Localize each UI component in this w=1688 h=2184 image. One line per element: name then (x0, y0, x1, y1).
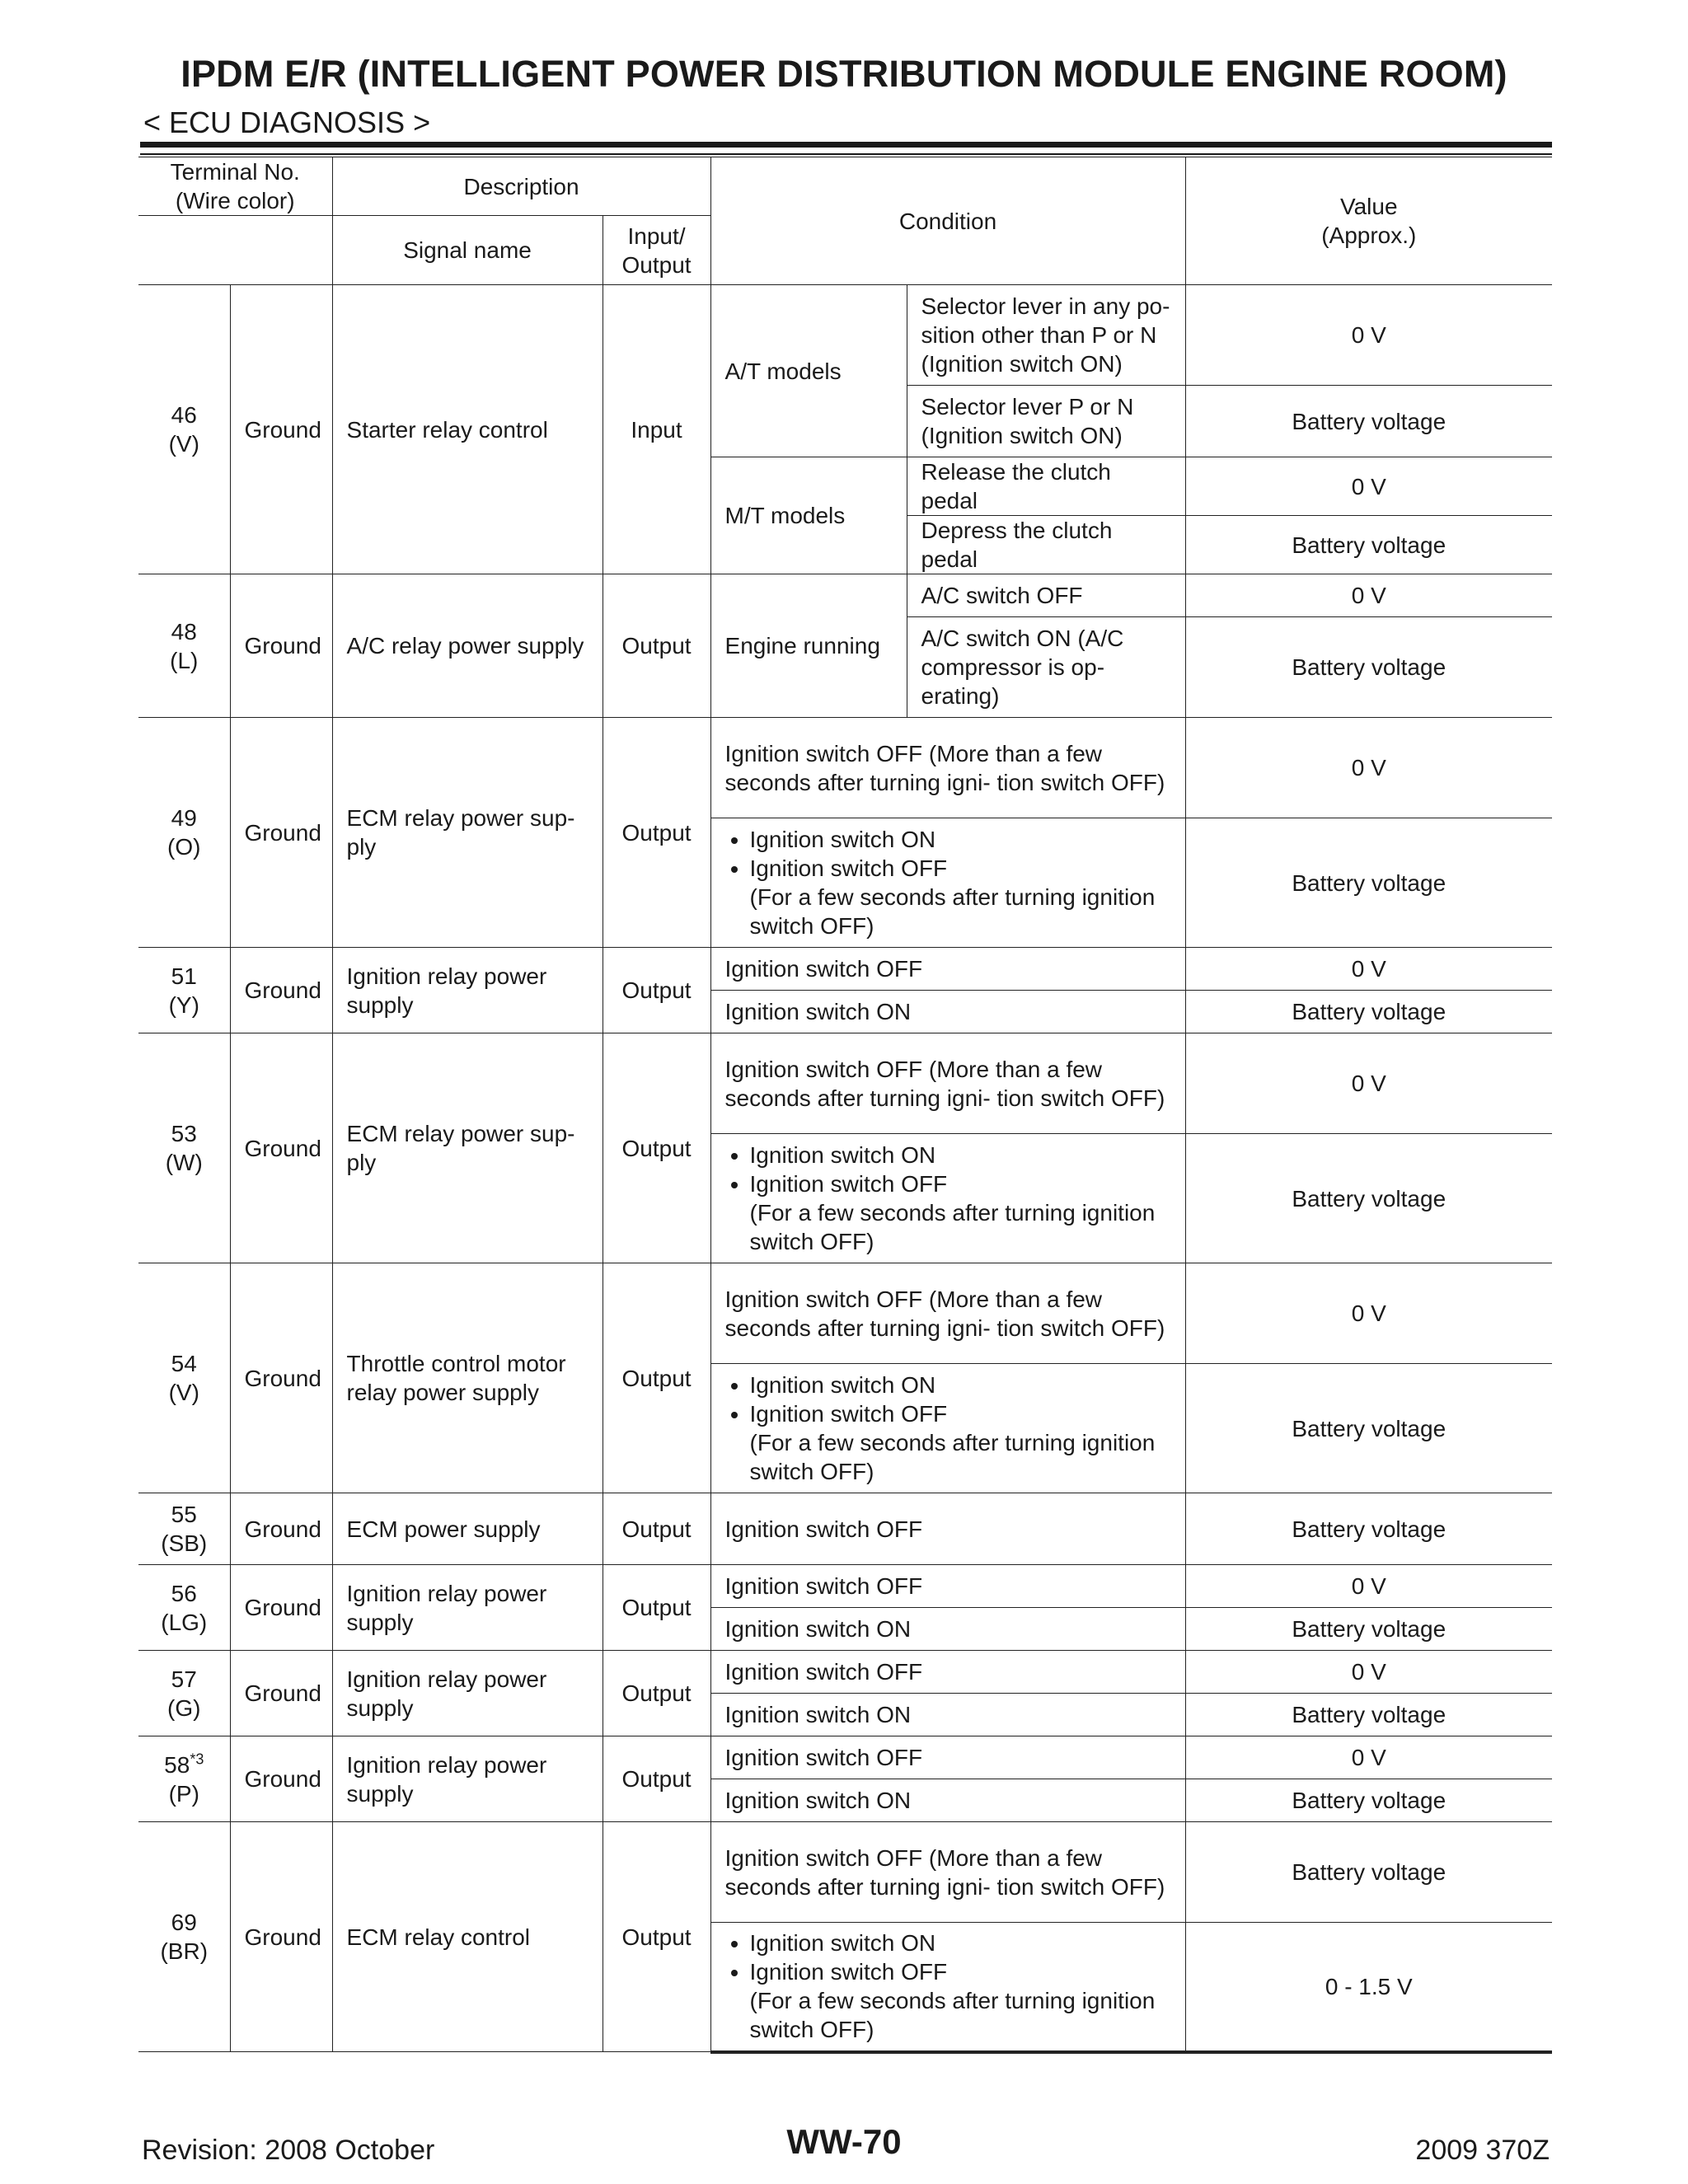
list-item: • Ignition switch OFF (For a few seconds after turning ignition switch OFF) (750, 1399, 1171, 1486)
list-item: • Ignition switch OFF (For a few seconds after turning ignition switch OFF) (750, 1169, 1171, 1256)
condition-group-cell: A/T models (710, 285, 907, 457)
condition-cell: Ignition switch OFF (More than a few seconds after turning igni- tion switch OFF) (710, 1822, 1185, 1923)
value-cell: 0 V (1185, 948, 1552, 991)
value-cell: Battery voltage (1185, 818, 1552, 948)
list-item: • Ignition switch ON (750, 1929, 1171, 1957)
ground-cell: Ground (230, 1736, 332, 1822)
condition-bullet-list (725, 1141, 1171, 1256)
value-cell: 0 V (1185, 574, 1552, 617)
ground-cell: Ground (230, 1263, 332, 1493)
value-cell: Battery voltage (1185, 1822, 1552, 1923)
condition-cell (710, 1364, 1185, 1493)
signal-name-cell: Ignition relay power supply (332, 1651, 603, 1736)
table-row (138, 285, 1552, 386)
table-row (138, 574, 1552, 617)
value-cell: Battery voltage (1185, 991, 1552, 1033)
io-cell: Output (603, 1736, 710, 1822)
condition-cell: Ignition switch OFF (710, 1565, 1185, 1608)
terminal-cell: 51 (Y) (138, 948, 230, 1033)
signal-name-cell: Ignition relay power supply (332, 1565, 603, 1651)
signal-name-cell: Ignition relay power supply (332, 1736, 603, 1822)
page-number: WW-70 (786, 2122, 902, 2161)
value-cell: 0 V (1185, 285, 1552, 386)
io-cell: Output (603, 574, 710, 718)
table-row (138, 1651, 1552, 1694)
footnote-marker: *3 (190, 1750, 204, 1768)
condition-cell: Ignition switch OFF (More than a few seconds after turning igni- tion switch OFF) (710, 718, 1185, 818)
revision-label: Revision: 2008 October (142, 2135, 435, 2166)
value-cell: 0 V (1185, 457, 1552, 516)
condition-bullet-list (725, 1929, 1171, 2044)
header-rule-thin (140, 153, 1552, 155)
ground-cell: Ground (230, 1565, 332, 1651)
io-cell: Output (603, 1565, 710, 1651)
condition-cell: Ignition switch ON (710, 1779, 1185, 1822)
terminal-cell: 55 (SB) (138, 1493, 230, 1565)
header-terminal-no: Terminal No. (Wire color) (138, 157, 332, 216)
condition-cell: Ignition switch OFF (710, 948, 1185, 991)
terminal-cell: 58$^{*3}$ (P) (138, 1736, 230, 1822)
signal-name-cell: ECM relay power sup- ply (332, 718, 603, 948)
list-item: • Ignition switch OFF (For a few seconds after turning ignition switch OFF) (750, 854, 1171, 940)
header-rule-thick (140, 142, 1552, 148)
table-header (138, 157, 1552, 285)
terminal-cell: 48 (L) (138, 574, 230, 718)
signal-name-cell: ECM power supply (332, 1493, 603, 1565)
ground-cell: Ground (230, 285, 332, 574)
table-row (138, 1493, 1552, 1565)
value-cell: 0 - 1.5 V (1185, 1923, 1552, 2052)
list-item: • Ignition switch ON (750, 1141, 1171, 1169)
condition-cell: Ignition switch OFF (710, 1736, 1185, 1779)
terminal-cell: 46 (V) (138, 285, 230, 574)
value-cell: 0 V (1185, 718, 1552, 818)
condition-cell: Selector lever P or N (Ignition switch ON) (907, 386, 1185, 457)
table-row (138, 1565, 1552, 1608)
condition-cell (710, 818, 1185, 948)
signal-name-cell: A/C relay power supply (332, 574, 603, 718)
signal-name-cell: ECM relay control (332, 1822, 603, 2052)
value-cell: 0 V (1185, 1736, 1552, 1779)
condition-cell: A/C switch OFF (907, 574, 1185, 617)
condition-cell: Ignition switch OFF (710, 1651, 1185, 1694)
table-row (138, 1263, 1552, 1364)
condition-cell: Depress the clutch pedal (907, 516, 1185, 574)
io-cell: Output (603, 948, 710, 1033)
table-row (138, 1822, 1552, 1923)
ground-cell: Ground (230, 574, 332, 718)
condition-cell: Ignition switch OFF (More than a few seconds after turning igni- tion switch OFF) (710, 1033, 1185, 1134)
model-label: 2009 370Z (1415, 2135, 1550, 2166)
condition-group-cell: M/T models (710, 457, 907, 574)
list-item: • Ignition switch ON (750, 1371, 1171, 1399)
value-cell: 0 V (1185, 1565, 1552, 1608)
condition-cell (710, 1134, 1185, 1263)
signal-name-cell: Ignition relay power supply (332, 948, 603, 1033)
terminal-cell: 69 (BR) (138, 1822, 230, 2052)
value-cell: Battery voltage (1185, 1694, 1552, 1736)
signal-name-cell: Throttle control motor relay power supply (332, 1263, 603, 1493)
header-description: Description (332, 157, 710, 216)
value-cell: Battery voltage (1185, 386, 1552, 457)
header-condition: Condition (710, 157, 1185, 285)
terminal-cell: 49 (O) (138, 718, 230, 948)
io-cell: Output (603, 1033, 710, 1263)
condition-group-cell: Engine running (710, 574, 907, 718)
value-cell: Battery voltage (1185, 1493, 1552, 1565)
condition-cell: Selector lever in any po- sition other than P or N (Ignition switch ON) (907, 285, 1185, 386)
ground-cell: Ground (230, 948, 332, 1033)
value-cell: Battery voltage (1185, 516, 1552, 574)
terminal-cell: 57 (G) (138, 1651, 230, 1736)
condition-cell: Ignition switch OFF (More than a few seconds after turning igni- tion switch OFF) (710, 1263, 1185, 1364)
header-value: Value (Approx.) (1185, 157, 1552, 285)
ground-cell: Ground (230, 1651, 332, 1736)
ground-cell: Ground (230, 1033, 332, 1263)
value-cell: 0 V (1185, 1263, 1552, 1364)
condition-cell: A/C switch ON (A/C compressor is op- erating) (907, 617, 1185, 718)
list-item: • Ignition switch ON (750, 825, 1171, 854)
table-row (138, 1033, 1552, 1134)
condition-cell: Ignition switch ON (710, 1608, 1185, 1651)
header-input-output: Input/ Output (603, 216, 710, 285)
terminal-cell: 56 (LG) (138, 1565, 230, 1651)
condition-cell: Ignition switch OFF (710, 1493, 1185, 1565)
io-cell: Output (603, 1651, 710, 1736)
table-row (138, 1736, 1552, 1779)
io-cell: Output (603, 1822, 710, 2052)
terminal-cell: 53 (W) (138, 1033, 230, 1263)
condition-bullet-list (725, 825, 1171, 940)
condition-cell: Release the clutch pedal (907, 457, 1185, 516)
condition-cell: Ignition switch ON (710, 1694, 1185, 1736)
terminal-cell: 54 (V) (138, 1263, 230, 1493)
ground-cell: Ground (230, 1493, 332, 1565)
page-title: IPDM E/R (INTELLIGENT POWER DISTRIBUTION MODULE ENGINE ROOM) (181, 53, 1507, 95)
condition-cell: Ignition switch ON (710, 991, 1185, 1033)
condition-cell (710, 1923, 1185, 2052)
table-row (138, 718, 1552, 818)
value-cell: Battery voltage (1185, 1779, 1552, 1822)
ground-cell: Ground (230, 718, 332, 948)
io-cell: Output (603, 1263, 710, 1493)
value-cell: Battery voltage (1185, 617, 1552, 718)
io-cell: Output (603, 718, 710, 948)
ground-cell: Ground (230, 1822, 332, 2052)
value-cell: Battery voltage (1185, 1134, 1552, 1263)
terminal-table (138, 157, 1552, 2054)
condition-bullet-list (725, 1371, 1171, 1486)
signal-name-cell: Starter relay control (332, 285, 603, 574)
io-cell: Output (603, 1493, 710, 1565)
table-row (138, 948, 1552, 991)
header-signal-name: Signal name (332, 216, 603, 285)
section-subtitle: < ECU DIAGNOSIS > (143, 105, 431, 139)
value-cell: 0 V (1185, 1033, 1552, 1134)
value-cell: Battery voltage (1185, 1608, 1552, 1651)
value-cell: 0 V (1185, 1651, 1552, 1694)
list-item: • Ignition switch OFF (For a few seconds after turning ignition switch OFF) (750, 1957, 1171, 2044)
signal-name-cell: ECM relay power sup- ply (332, 1033, 603, 1263)
value-cell: Battery voltage (1185, 1364, 1552, 1493)
io-cell: Input (603, 285, 710, 574)
header-wire-color-spacer (138, 216, 332, 285)
